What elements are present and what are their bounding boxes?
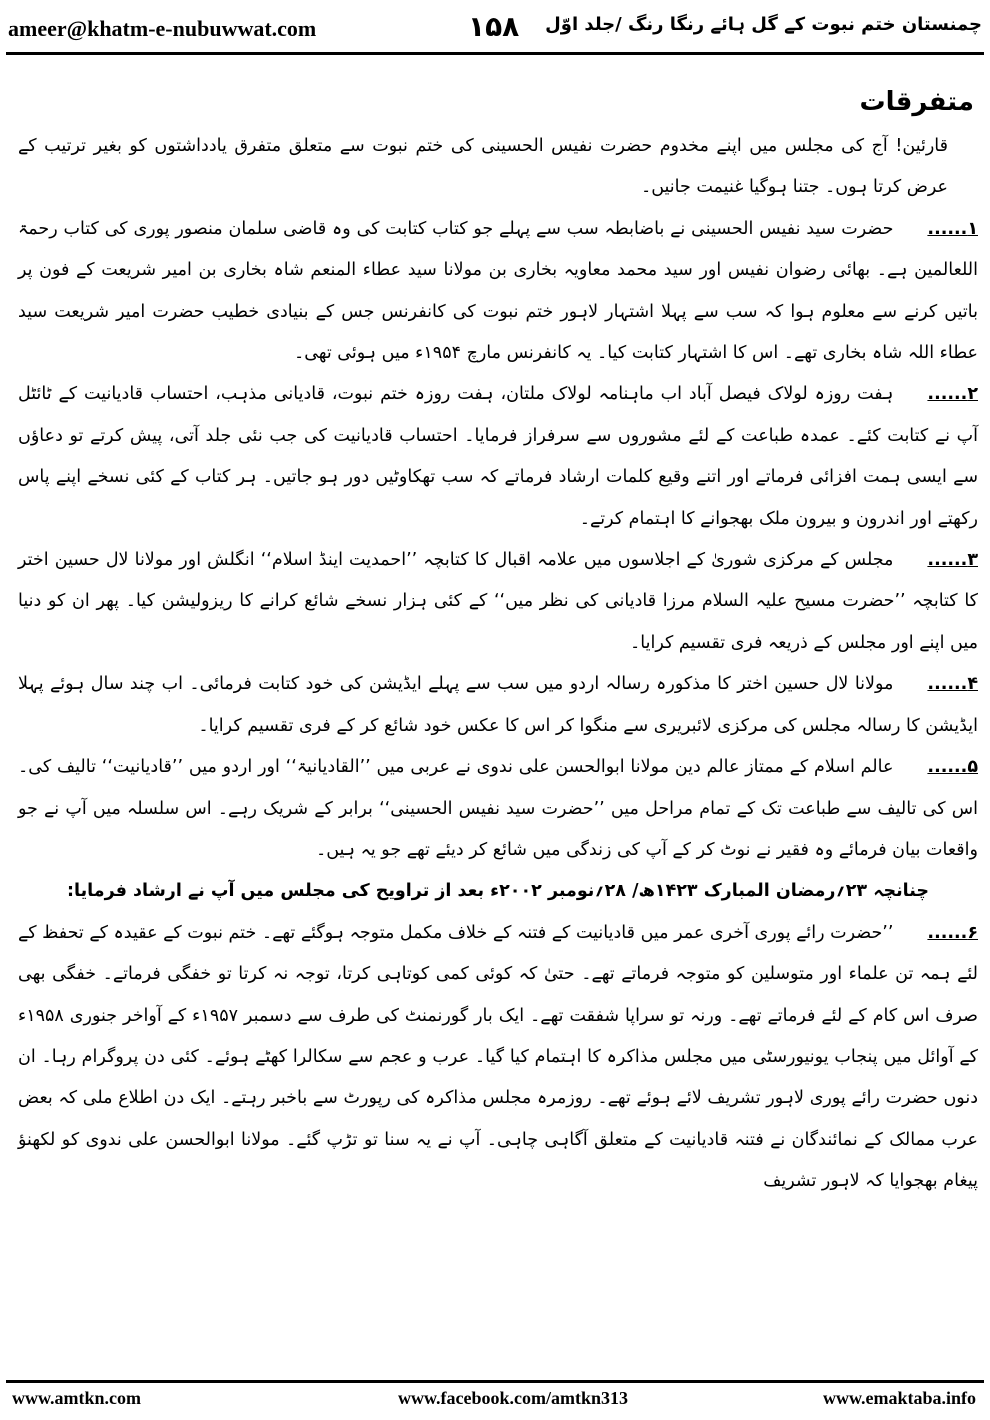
page-header <box>0 0 990 58</box>
item-number: ۴...... <box>927 674 978 695</box>
item-text: ’’حضرت رائے پوری آخری عمر میں قادیانیت کے فتنہ کے خلاف مکمل متوجہ ہوگئے تھے۔ ختم نبوت کے عقیدہ کے تحفظ کے لئے ہمہ تن علماء اور متوسلین کو متوجہ فرماتے تھے۔ حتیٰ کہ کوئی کمی کوتاہی کرتا، توجہ نہ کرتا تو خفگی فرماتے۔ خفگی بھی صرف اس کام کے لئے فرماتے تھے۔ ورنہ تو سراپا شفقت تھے۔ ایک بار گورنمنٹ کی طرف سے دسمبر ۱۹۵۷ء کے آواخر جنوری ۱۹۵۸ء کے آوائل میں پنجاب یونیورسٹی میں مجلس مذاکرہ کا اہتمام کیا گیا۔ عرب و عجم سے سکالرا کھٹے ہوئے۔ کئی دن پروگرام رہا۔ ان دنوں حضرت رائے پوری لاہور تشریف لائے ہوئے تھے۔ روزمرہ مجلس مذاکرہ کی رپورٹ سے باخبر رہتے۔ ایک دن اطلاع ملی کہ بعض عرب ممالک کے نمائندگان نے فتنہ قادیانیت کے متعلق آگاہی چاہی۔ آپ نے یہ سنا تو تڑپ گئے۔ مولانا ابوالحسن علی ندوی کو لکھنؤ پیغام بھجوایا کہ لاہور تشریف <box>18 922 978 1192</box>
item-number: ۶...... <box>927 922 978 943</box>
page-footer <box>0 1386 990 1416</box>
item-text: ہفت روزہ لولاک فیصل آباد اب ماہنامہ لولاک ملتان، ہفت روزہ ختم نبوت، قادیانی مذہب، احتساب قادیانیت کے ٹائٹل آپ نے کتابت کئے۔ عمدہ طباعت کے لئے مشوروں سے سرفراز فرمایا۔ احتساب قادیانیت کی جب نئی جلد آتی، پیش کرتے تو دعاؤں سے ایسی ہمت افزائی فرماتے اور اتنے وقیع کلمات ارشاد فرماتے کہ سب تھکاوٹیں دور ہو جاتیں۔ ہر کتاب کے کئی نسخے اپنے پاس رکھتے اور اندرون و بیرون ملک بھجوانے کا اہتمام کرتے۔ <box>18 384 978 529</box>
page-content <box>18 82 978 1372</box>
footer-rule <box>6 1380 984 1383</box>
item-number: ۳...... <box>927 550 978 571</box>
item-number: ۱...... <box>927 218 978 239</box>
item-number: ۵...... <box>927 757 978 778</box>
footer-link-emaktaba[interactable]: www.emaktaba.info <box>822 1388 976 1408</box>
item-text: مولانا لال حسین اختر کا مذکورہ رسالہ اردو میں سب سے پہلے ایڈیشن کی خود کتابت فرمائی۔ اب چند سال ہوئے پہلا ایڈیشن کا رسالہ مجلس کی مرکزی لائبریری سے منگوا کر اس کا عکس خود شائع کر کے فری تقسیم کرایا۔ <box>18 674 978 736</box>
footer-link-facebook[interactable]: www.facebook.com/amtkn313 <box>398 1388 628 1408</box>
centered-line: چنانچہ ۲۳؍رمضان المبارک ۱۴۲۳ھ/ ۲۸؍نومبر ۲۰۰۲ء بعد از تراویح کی مجلس میں آپ نے ارشاد فرمایا: <box>67 881 929 902</box>
footer-link-amtkn[interactable]: www.amtkn.com <box>12 1388 141 1408</box>
list-item <box>18 540 978 664</box>
header-rule <box>6 52 984 55</box>
page-number: ۱۵۸ <box>468 10 520 43</box>
header-email: ameer@khatm-e-nubuwwat.com <box>8 16 317 41</box>
list-item <box>18 374 978 540</box>
list-item <box>18 747 978 871</box>
book-title: چمنستان ختم نبوت کے گل ہائے رنگا رنگ /جلد اوّل <box>545 14 982 35</box>
list-item <box>18 913 978 1203</box>
list-item <box>18 664 978 747</box>
item-text: عالم اسلام کے ممتاز عالم دین مولانا ابوالحسن علی ندوی نے عربی میں ’’القادیانیۃ‘‘ اور اردو میں ’’قادیانیت‘‘ تالیف کی۔ اس کی تالیف سے طباعت تک کے تمام مراحل میں ’’حضرت سید نفیس الحسینی‘‘ برابر کے شریک رہے۔ اس سلسلہ میں آپ نے جو واقعات بیان فرمائے وہ فقیر نے نوٹ کر کے آپ کی زندگی میں شائع کر دیئے تھے جو یہ ہیں۔ <box>18 757 978 860</box>
section-heading: متفرقات <box>859 87 974 117</box>
item-text: مجلس کے مرکزی شوریٰ کے اجلاسوں میں علامہ اقبال کا کتابچہ ’’احمدیت اینڈ اسلام‘‘ انگلش اور مولانا لال حسین اختر کا کتابچہ ’’حضرت مسیح علیہ السلام مرزا قادیانی کی نظر میں‘‘ کے کئی ہزار نسخے شائع کرانے کا ریزولیشن کیا۔ پھر ان کو دنیا میں اپنے اور مجلس کے ذریعہ فری تقسیم کرایا۔ <box>18 550 978 653</box>
item-number: ۲...... <box>927 384 978 405</box>
intro-paragraph: قارئین! آج کی مجلس میں اپنے مخدوم حضرت نفیس الحسینی کی ختم نبوت سے متعلق متفرق یادداشتوں کو بغیر ترتیب کے عرض کرتا ہوں۔ جتنا ہوگیا غنیمت جانیں۔ <box>18 136 948 198</box>
list-item <box>18 209 978 375</box>
item-text: حضرت سید نفیس الحسینی نے باضابطہ سب سے پہلے جو کتاب کتابت کی وہ قاضی سلمان منصور پوری کی کتاب رحمۃ اللعالمین ہے۔ بھائی رضوان نفیس اور سید محمد معاویہ بخاری بن مولانا سید عطاء المنعم شاہ بخاری بن امیر شریعت کے فون پر باتیں کرنے سے معلوم ہوا کہ سب سے پہلا اشتہار لاہور ختم نبوت کی کانفرنس جس کے بنیادی خطیب حضرت امیر شریعت سید عطاء اللہ شاہ بخاری تھے۔ اس کا اشتہار کتابت کیا۔ یہ کانفرنس مارچ ۱۹۵۴ء میں ہوئی تھی۔ <box>18 218 978 364</box>
